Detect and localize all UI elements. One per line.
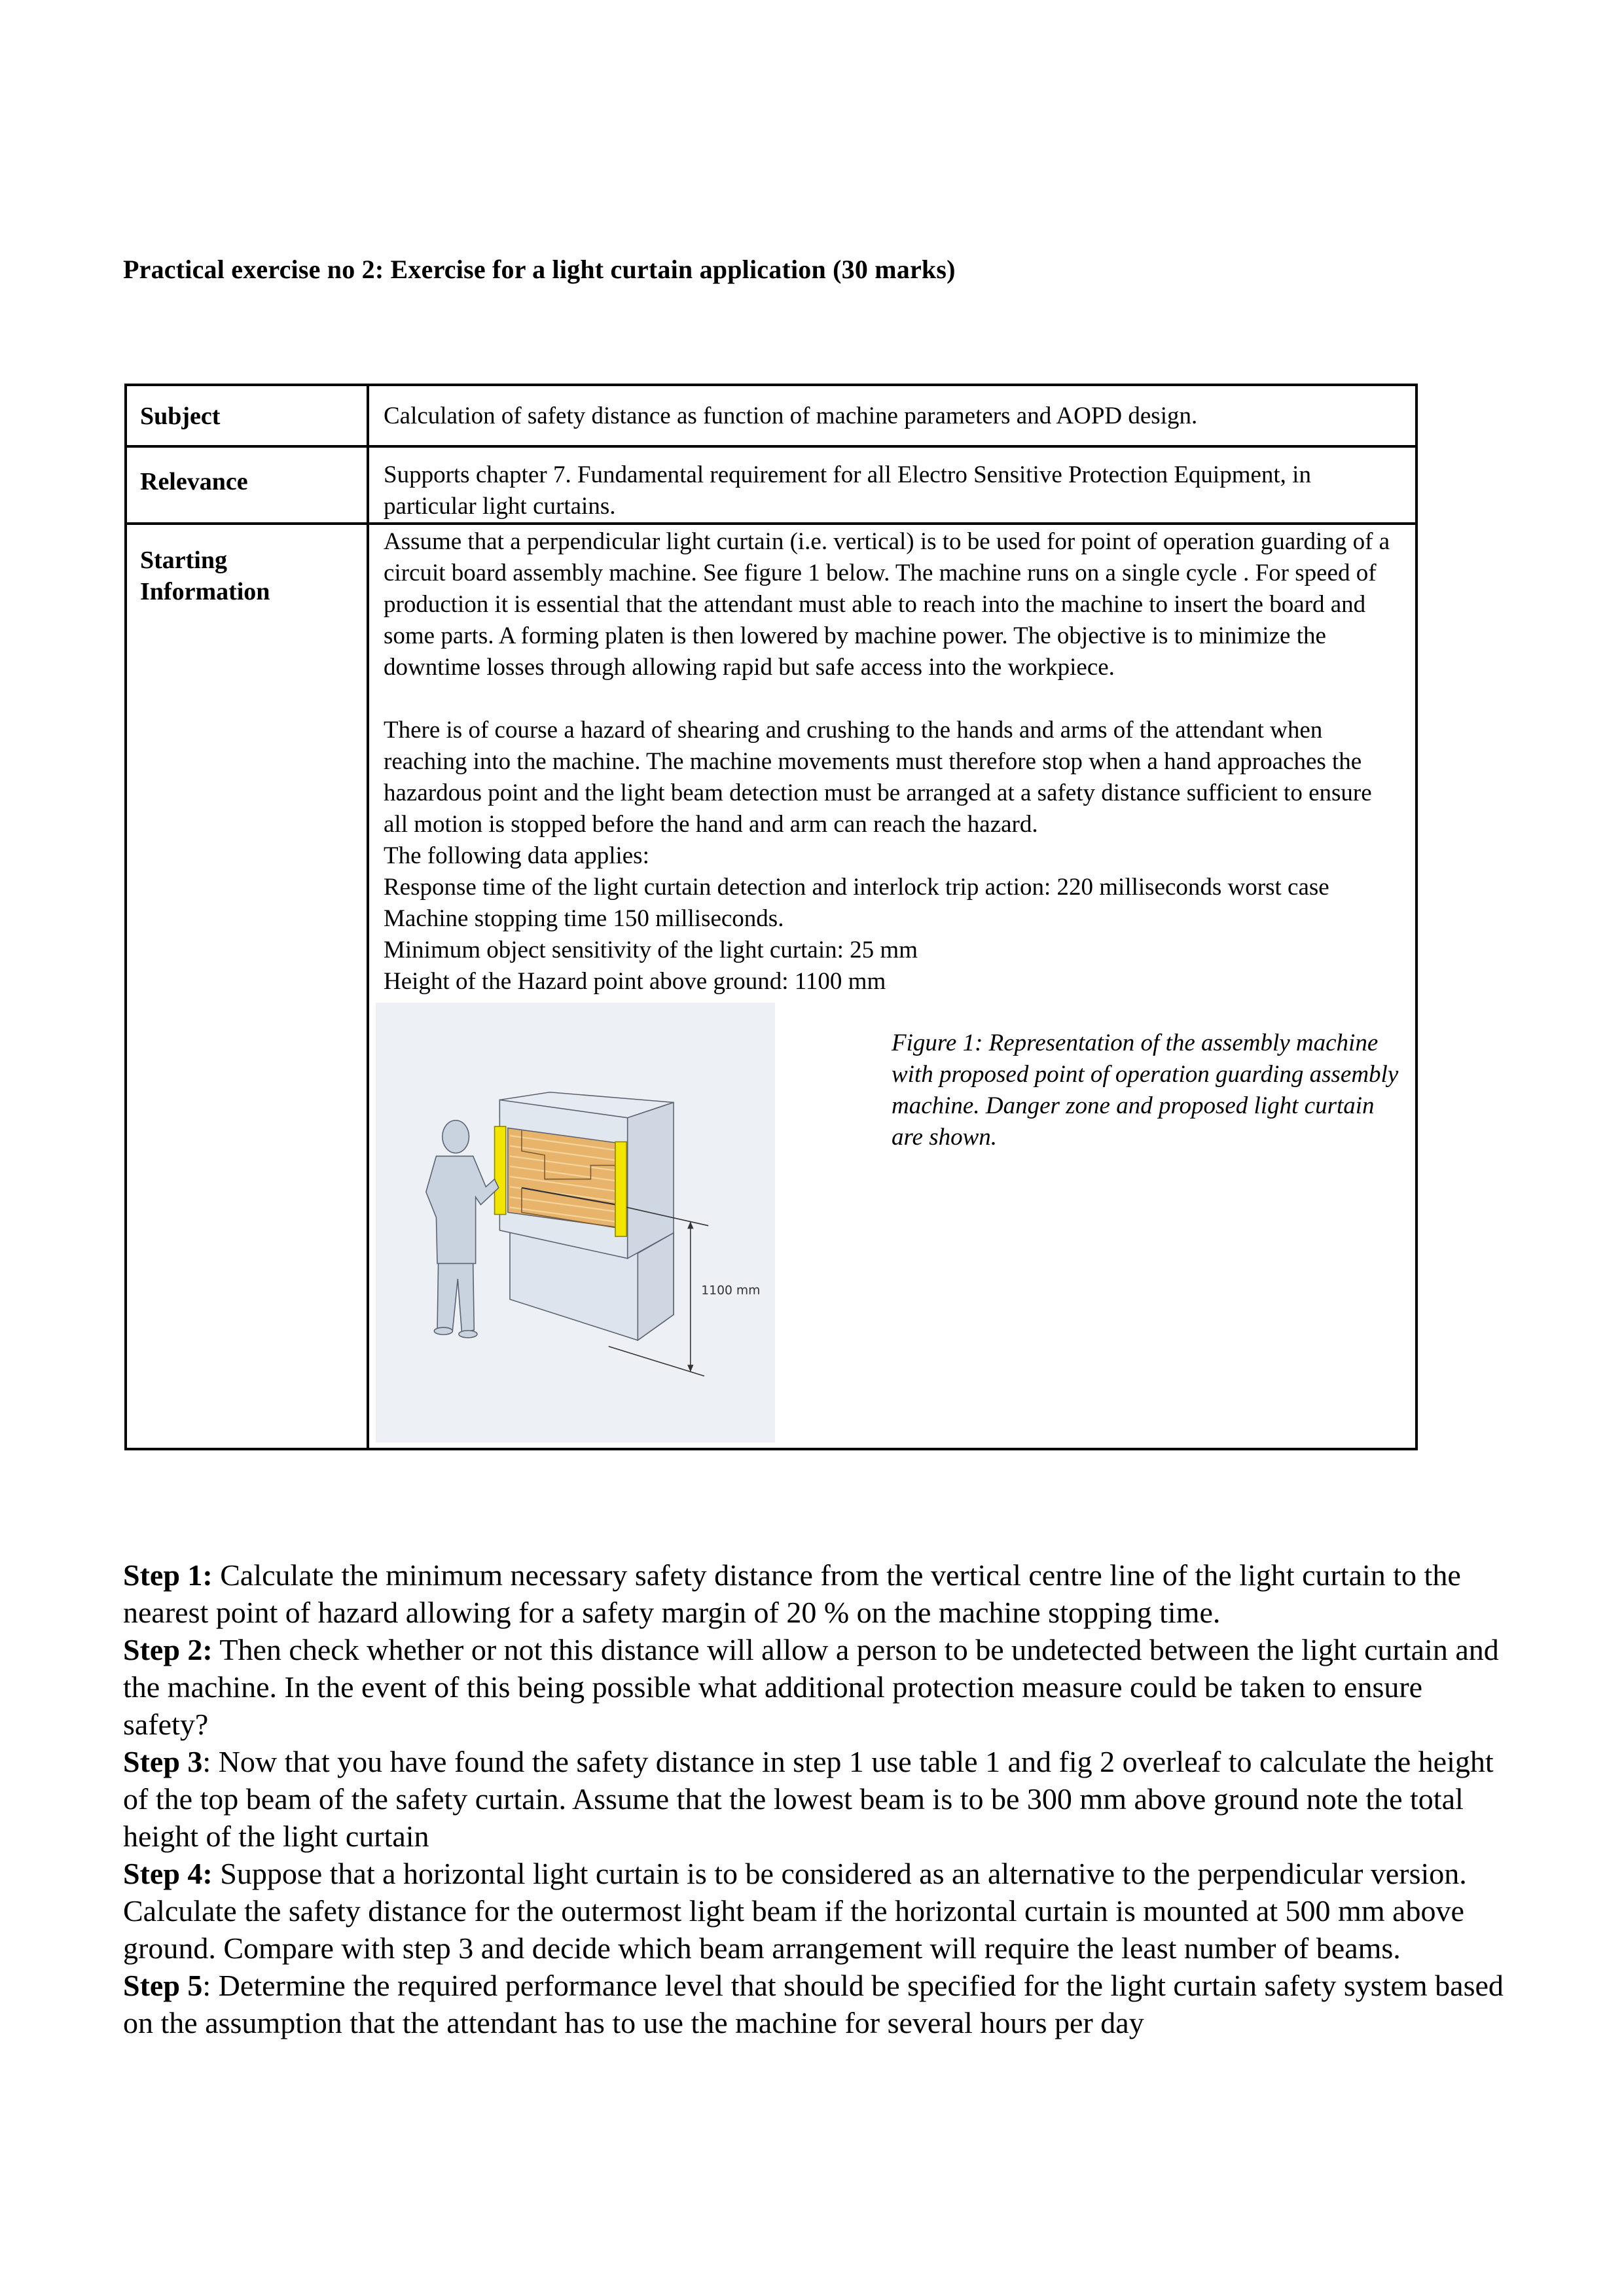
data-item-hazard-height: Height of the Hazard point above ground: 1100 mm — [384, 968, 886, 995]
figure-caption: Figure 1: Representation of the assembly machine with proposed point of operation guarding assembly machine. Danger zone and proposed light curtain are shown. — [892, 1030, 1399, 1151]
table-row-starting-information — [126, 524, 1416, 1449]
step-2-label: Step 2: — [123, 1633, 213, 1666]
relevance-label: Relevance — [126, 446, 368, 524]
step-2-text: Then check whether or not this distance will allow a person to be undetected between the light curtain and the machine. In the event of this being possible what additional protection measure could be taken to ensure safety? — [123, 1633, 1499, 1741]
step-3 — [123, 1743, 1504, 1855]
step-5-text: : Determine the required performance level that should be specified for the light curtain safety system based on the assumption that the attendant has to use the machine for several hours per day — [123, 1969, 1504, 2039]
step-1 — [123, 1556, 1504, 1631]
table-row-relevance — [126, 446, 1416, 524]
data-item-response-time: Response time of the light curtain detection and interlock trip action: 220 milliseconds worst case — [384, 874, 1329, 901]
table-row-subject — [126, 385, 1416, 446]
starting-paragraph-2: There is of course a hazard of shearing and crushing to the hands and arms of the attendant when reaching into the machine. The machine movements must therefore stop when a hand approaches the hazardous point and the light beam detection must be arranged at a safety distance sufficient to ensure all motion is stopped before the hand and arm can reach the hazard. — [384, 717, 1372, 838]
step-3-label: Step 3 — [123, 1745, 203, 1778]
step-4-text: Suppose that a horizontal light curtain is to be considered as an alternative to the perpendicular version. Calculate the safety distance for the outermost light beam if the horizontal curtain is mounted at 500 mm above ground. Compare with step 3 and decide which beam arrangement will require the least number of beams. — [123, 1857, 1467, 1965]
steps-section — [123, 1556, 1504, 2041]
starting-information-value — [368, 524, 1416, 1449]
relevance-value: Supports chapter 7. Fundamental requirement for all Electro Sensitive Protection Equipment, in particular light curtains. — [368, 446, 1416, 524]
step-2 — [123, 1631, 1504, 1743]
step-3-text: : Now that you have found the safety distance in step 1 use table 1 and fig 2 overleaf to calculate the height of the top beam of the safety curtain. Assume that the lowest beam is to be 300 mm above ground note the total height of the light curtain — [123, 1745, 1494, 1853]
exercise-table — [124, 384, 1418, 1450]
machine-illustration — [376, 1003, 775, 1443]
step-1-label: Step 1: — [123, 1558, 213, 1592]
subject-value: Calculation of safety distance as function of machine parameters and AOPD design. — [368, 385, 1416, 446]
starting-information-label-text: Starting Information — [140, 547, 270, 605]
dimension-label: 1100 mm — [701, 1283, 761, 1298]
data-item-object-sensitivity: Minimum object sensitivity of the light curtain: 25 mm — [384, 937, 918, 963]
data-intro: The following data applies: — [384, 842, 649, 869]
step-4 — [123, 1855, 1504, 1967]
step-4-label: Step 4: — [123, 1857, 213, 1890]
starting-information-label — [126, 524, 368, 1449]
data-item-stopping-time: Machine stopping time 150 milliseconds. — [384, 905, 784, 932]
step-5-label: Step 5 — [123, 1969, 203, 2002]
step-1-text: Calculate the minimum necessary safety distance from the vertical centre line of the light curtain to the nearest point of hazard allowing for a safety margin of 20 % on the machine stopping time. — [123, 1558, 1461, 1629]
subject-label: Subject — [126, 385, 368, 446]
document-title: Practical exercise no 2: Exercise for a light curtain application (30 marks) — [123, 255, 956, 284]
step-5 — [123, 1967, 1504, 2041]
figure-1 — [376, 1003, 1398, 1448]
starting-paragraph-1: Assume that a perpendicular light curtain (i.e. vertical) is to be used for point of operation guarding of a circuit board assembly machine. See figure 1 below. The machine runs on a single cycle . For speed of production it is essential that the attendant must able to reach into the machine to insert the board and some parts. A forming platen is then lowered by machine power. The objective is to minimize the downtime losses through allowing rapid but safe access into the workpiece. — [384, 528, 1390, 681]
